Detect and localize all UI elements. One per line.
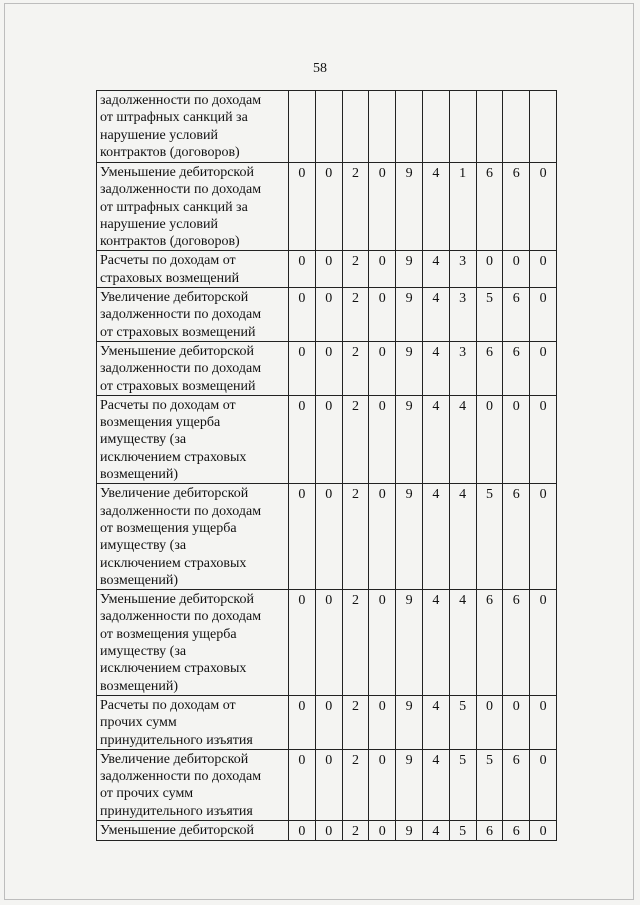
code-digit: 6 [503, 820, 530, 840]
code-digit: 6 [503, 749, 530, 820]
code-digit: 9 [396, 749, 423, 820]
code-digit: 5 [449, 695, 476, 749]
code-digit: 0 [315, 749, 342, 820]
code-digit [315, 91, 342, 163]
code-digit [369, 91, 396, 163]
code-digit: 2 [342, 820, 369, 840]
row-description: Уменьшение дебиторской задолженности по доходам от возмещения ущерба имуществу (за исключением страховых возмещений) [97, 590, 289, 696]
table-row [97, 163, 557, 251]
code-digit: 1 [449, 163, 476, 251]
code-digit: 0 [315, 590, 342, 696]
code-digit: 0 [315, 820, 342, 840]
code-digit: 0 [315, 395, 342, 483]
code-digit: 4 [422, 163, 449, 251]
code-digit: 2 [342, 749, 369, 820]
code-digit: 0 [289, 820, 316, 840]
code-digit: 9 [396, 251, 423, 288]
row-description: Увеличение дебиторской задолженности по доходам от возмещения ущерба имуществу (за исключением страховых возмещений) [97, 484, 289, 590]
table-row [97, 91, 557, 163]
code-digit [396, 91, 423, 163]
code-digit: 9 [396, 163, 423, 251]
code-digit: 0 [369, 251, 396, 288]
account-codes-table [96, 90, 557, 841]
code-digit: 0 [530, 341, 557, 395]
code-digit: 0 [503, 695, 530, 749]
table-row [97, 749, 557, 820]
row-description: Уменьшение дебиторской [97, 820, 289, 840]
code-digit: 0 [530, 163, 557, 251]
code-digit: 0 [315, 484, 342, 590]
code-digit: 4 [422, 695, 449, 749]
code-digit: 0 [289, 590, 316, 696]
code-digit: 9 [396, 484, 423, 590]
code-digit: 4 [422, 341, 449, 395]
code-digit: 0 [315, 695, 342, 749]
code-digit: 0 [315, 251, 342, 288]
code-digit: 2 [342, 163, 369, 251]
row-description: Увеличение дебиторской задолженности по доходам от прочих сумм принудительного изъятия [97, 749, 289, 820]
code-digit: 5 [476, 749, 503, 820]
code-digit: 6 [476, 590, 503, 696]
code-digit: 9 [396, 695, 423, 749]
code-digit: 2 [342, 695, 369, 749]
code-digit: 0 [530, 288, 557, 342]
row-description: Уменьшение дебиторской задолженности по доходам от штрафных санкций за нарушение условий контрактов (договоров) [97, 163, 289, 251]
code-digit: 6 [476, 341, 503, 395]
code-digit: 6 [476, 163, 503, 251]
code-digit: 0 [289, 251, 316, 288]
code-digit [476, 91, 503, 163]
code-digit: 6 [503, 341, 530, 395]
code-digit: 5 [476, 484, 503, 590]
code-digit: 0 [315, 341, 342, 395]
code-digit: 0 [369, 163, 396, 251]
code-digit [530, 91, 557, 163]
code-digit: 2 [342, 395, 369, 483]
code-digit: 0 [289, 163, 316, 251]
code-digit: 0 [530, 820, 557, 840]
row-description: Увеличение дебиторской задолженности по доходам от страховых возмещений [97, 288, 289, 342]
code-digit: 2 [342, 341, 369, 395]
code-digit: 5 [449, 820, 476, 840]
code-digit: 0 [530, 484, 557, 590]
code-digit: 4 [422, 749, 449, 820]
code-digit: 0 [289, 288, 316, 342]
row-description: Расчеты по доходам от прочих сумм принудительного изъятия [97, 695, 289, 749]
code-digit: 0 [369, 288, 396, 342]
code-digit: 0 [530, 395, 557, 483]
code-digit: 9 [396, 395, 423, 483]
table-row [97, 695, 557, 749]
code-digit: 0 [530, 251, 557, 288]
code-digit: 0 [289, 484, 316, 590]
code-digit: 0 [369, 695, 396, 749]
code-digit: 0 [503, 395, 530, 483]
code-digit: 4 [449, 395, 476, 483]
code-digit: 0 [369, 590, 396, 696]
code-digit: 0 [530, 590, 557, 696]
table-row [97, 341, 557, 395]
code-digit: 0 [476, 695, 503, 749]
code-digit: 0 [369, 341, 396, 395]
code-digit [449, 91, 476, 163]
code-digit: 9 [396, 820, 423, 840]
code-digit: 4 [422, 251, 449, 288]
code-digit: 0 [289, 395, 316, 483]
code-digit: 5 [476, 288, 503, 342]
code-digit: 3 [449, 288, 476, 342]
table-row [97, 251, 557, 288]
code-digit: 0 [289, 749, 316, 820]
table-row [97, 820, 557, 840]
code-digit: 6 [503, 590, 530, 696]
row-description: Расчеты по доходам от страховых возмещений [97, 251, 289, 288]
code-digit: 0 [476, 395, 503, 483]
row-description: Уменьшение дебиторской задолженности по доходам от страховых возмещений [97, 341, 289, 395]
code-digit: 0 [289, 695, 316, 749]
code-digit: 6 [503, 484, 530, 590]
code-digit: 2 [342, 251, 369, 288]
table-body [97, 91, 557, 841]
table-row [97, 288, 557, 342]
code-digit: 2 [342, 288, 369, 342]
table-row [97, 395, 557, 483]
code-digit: 4 [422, 590, 449, 696]
code-digit: 4 [449, 590, 476, 696]
code-digit: 0 [476, 251, 503, 288]
code-digit: 0 [289, 341, 316, 395]
code-digit [503, 91, 530, 163]
code-digit: 0 [369, 484, 396, 590]
code-digit: 0 [503, 251, 530, 288]
code-digit: 0 [530, 749, 557, 820]
code-digit: 3 [449, 251, 476, 288]
code-digit: 0 [315, 288, 342, 342]
code-digit [422, 91, 449, 163]
code-digit: 6 [476, 820, 503, 840]
code-digit: 4 [422, 395, 449, 483]
code-digit: 4 [449, 484, 476, 590]
page-number: 58 [313, 61, 327, 76]
code-digit [289, 91, 316, 163]
code-digit: 0 [315, 163, 342, 251]
code-digit: 0 [369, 749, 396, 820]
code-digit: 0 [369, 820, 396, 840]
code-digit: 9 [396, 341, 423, 395]
code-digit: 4 [422, 288, 449, 342]
code-digit: 9 [396, 590, 423, 696]
table-row [97, 590, 557, 696]
code-digit: 4 [422, 484, 449, 590]
code-digit: 6 [503, 288, 530, 342]
code-digit: 0 [530, 695, 557, 749]
code-digit: 3 [449, 341, 476, 395]
row-description: задолженности по доходам от штрафных санкций за нарушение условий контрактов (договоров) [97, 91, 289, 163]
code-digit: 2 [342, 590, 369, 696]
code-digit: 0 [369, 395, 396, 483]
code-digit: 4 [422, 820, 449, 840]
code-digit: 2 [342, 484, 369, 590]
code-digit: 5 [449, 749, 476, 820]
code-digit [342, 91, 369, 163]
table-row [97, 484, 557, 590]
code-digit: 6 [503, 163, 530, 251]
row-description: Расчеты по доходам от возмещения ущерба имуществу (за исключением страховых возмещений) [97, 395, 289, 483]
code-digit: 9 [396, 288, 423, 342]
